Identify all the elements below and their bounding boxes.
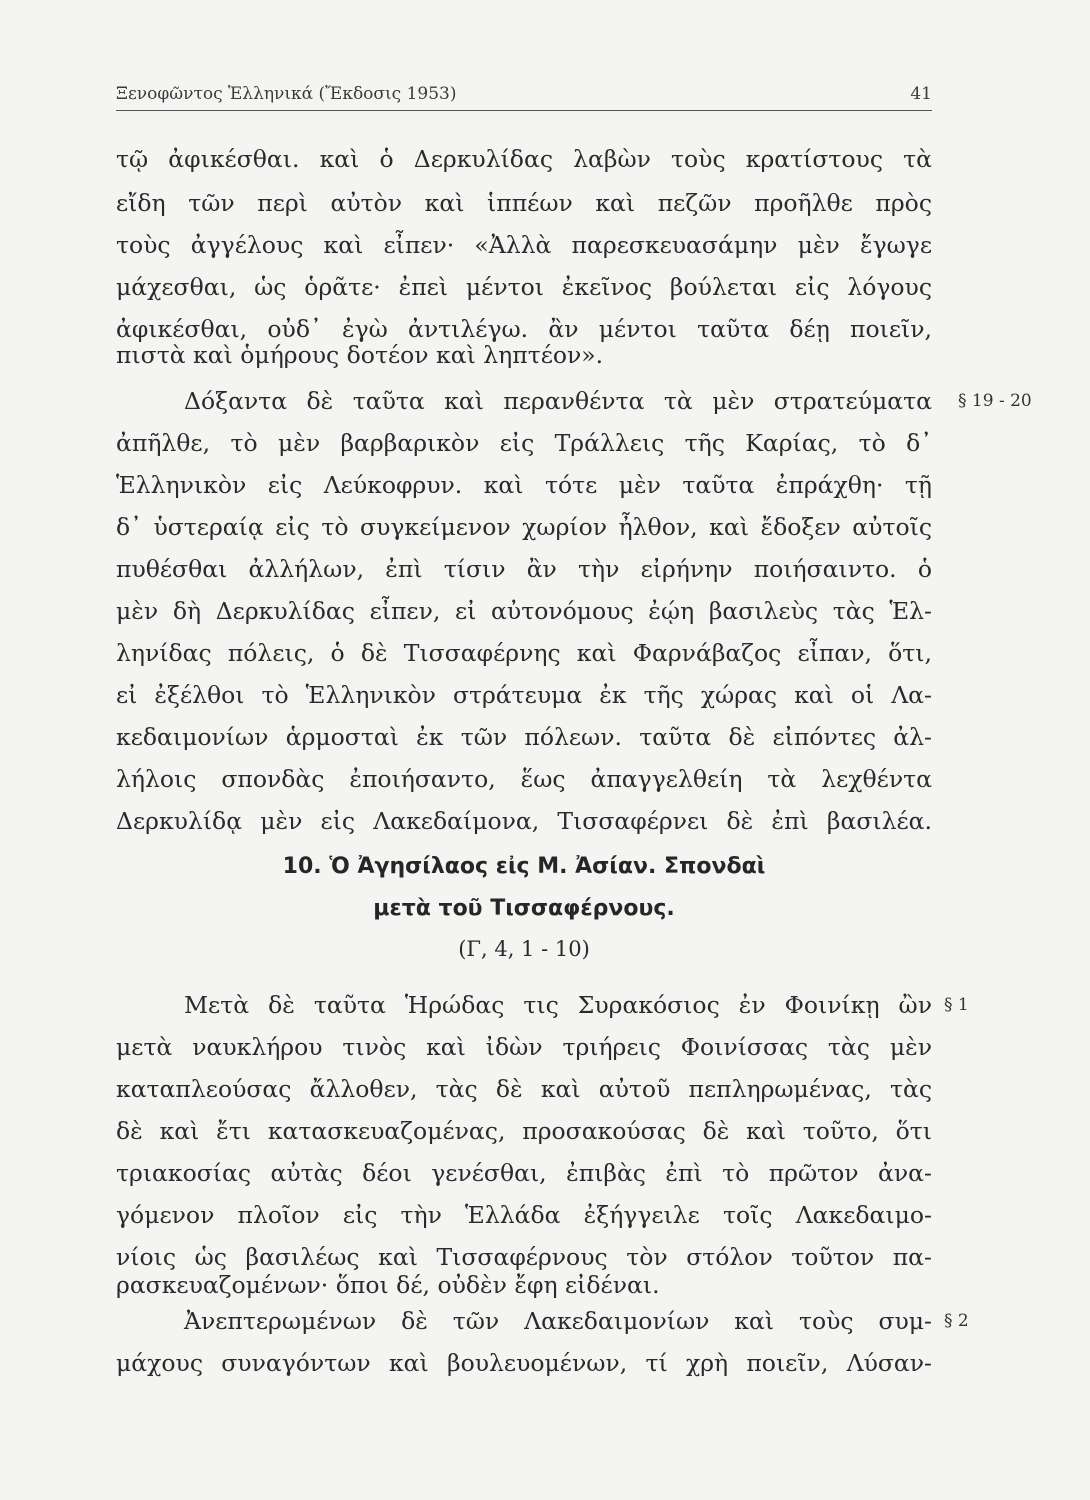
section-marker: § 1 <box>944 995 969 1015</box>
text-line: Δερκυλίδᾳ μὲν εἰς Λακεδαίμονα, Τισσαφέρνει δὲ ἐπὶ βασιλέα. <box>116 807 932 835</box>
section-marker: § 19 - 20 <box>958 391 1032 411</box>
text-line: τοὺς ἀγγέλους καὶ εἶπεν· «Ἀλλὰ παρεσκευασάμην μὲν ἔγωγε <box>116 231 932 259</box>
section-title: 10. Ὁ Ἀγησίλαος εἰς Μ. Ἀσίαν. Σπονδαὶ <box>282 854 766 879</box>
text-line: λήλοις σπονδὰς ἐποιήσαντο, ἕως ἀπαγγελθείη τὰ λεχθέντα <box>116 765 932 793</box>
text-line: τῷ ἀφικέσθαι. καὶ ὁ Δερκυλίδας λαβὼν τοὺς κρατίστους τὰ <box>116 145 932 173</box>
text-line: Ἀνεπτερωμένων δὲ τῶν Λακεδαιμονίων καὶ τοὺς συμ- <box>184 1307 932 1335</box>
text-line: δ᾽ ὑστεραίᾳ εἰς τὸ συγκείμενον χωρίον ἦλθον, καὶ ἔδοξεν αὐτοῖς <box>116 513 932 541</box>
text-line: ἀφικέσθαι, οὐδ᾽ ἐγὼ ἀντιλέγω. ἂν μέντοι ταῦτα δέῃ ποιεῖν, <box>116 315 932 343</box>
text-line: ἀπῆλθε, τὸ μὲν βαρβαρικὸν εἰς Τράλλεις τῆς Καρίας, τὸ δ᾽ <box>116 429 932 457</box>
text-line: μετὰ ναυκλήρου τινὸς καὶ ἰδὼν τριήρεις Φοινίσσας τὰς μὲν <box>116 1033 932 1061</box>
text-line: Δόξαντα δὲ ταῦτα καὶ περανθέντα τὰ μὲν στρατεύματα <box>184 387 932 415</box>
text-line: εἰ ἐξέλθοι τὸ Ἑλληνικὸν στράτευμα ἐκ τῆς χώρας καὶ οἱ Λα- <box>116 681 932 709</box>
text-line: μάχους συναγόντων καὶ βουλευομένων, τί χρὴ ποιεῖν, Λύσαν- <box>116 1349 932 1377</box>
page-number: 41 <box>910 84 932 104</box>
text-line: γόμενον πλοῖον εἰς τὴν Ἑλλάδα ἐξήγγειλε τοῖς Λακεδαιμο- <box>116 1201 932 1229</box>
text-line: Μετὰ δὲ ταῦτα Ἡρώδας τις Συρακόσιος ἐν Φοινίκῃ ὢν <box>184 991 932 1019</box>
text-line: ρασκευαζομένων· ὅποι δέ, οὐδὲν ἔφη εἰδέναι. <box>116 1271 660 1299</box>
section-reference: (Γ, 4, 1 - 10) <box>458 937 590 961</box>
text-line: τριακοσίας αὐτὰς δέοι γενέσθαι, ἐπιβὰς ἐπὶ τὸ πρῶτον ἀνα- <box>116 1159 932 1187</box>
running-title: Ξενοφῶντος Ἑλληνικά (Ἔκδοσις 1953) <box>116 84 457 104</box>
text-line: μὲν δὴ Δερκυλίδας εἶπεν, εἰ αὐτονόμους ἐῴη βασιλεὺς τὰς Ἑλ- <box>116 597 932 625</box>
text-line: Ἑλληνικὸν εἰς Λεύκοφρυν. καὶ τότε μὲν ταῦτα ἐπράχθη· τῇ <box>116 471 932 499</box>
text-line: εἴδη τῶν περὶ αὐτὸν καὶ ἱππέων καὶ πεζῶν προῆλθε πρὸς <box>116 189 932 217</box>
running-header <box>116 80 932 111</box>
text-line: νίοις ὡς βασιλέως καὶ Τισσαφέρνους τὸν στόλον τοῦτον πα- <box>116 1243 932 1271</box>
section-marker: § 2 <box>944 1311 969 1331</box>
text-line: καταπλεούσας ἄλλοθεν, τὰς δὲ καὶ αὐτοῦ πεπληρωμένας, τὰς <box>116 1075 932 1103</box>
text-line: κεδαιμονίων ἁρμοσταὶ ἐκ τῶν πόλεων. ταῦτα δὲ εἰπόντες ἀλ- <box>116 723 932 751</box>
text-line: δὲ καὶ ἔτι κατασκευαζομένας, προσακούσας δὲ καὶ τοῦτο, ὅτι <box>116 1117 932 1145</box>
text-line: μάχεσθαι, ὡς ὁρᾶτε· ἐπεὶ μέντοι ἐκεῖνος βούλεται εἰς λόγους <box>116 273 932 301</box>
section-subtitle: μετὰ τοῦ Τισσαφέρνους. <box>373 896 675 921</box>
text-line: ληνίδας πόλεις, ὁ δὲ Τισσαφέρνης καὶ Φαρνάβαζος εἶπαν, ὅτι, <box>116 639 932 667</box>
text-line: πιστὰ καὶ ὁμήρους δοτέον καὶ ληπτέον». <box>116 341 604 369</box>
text-line: πυθέσθαι ἀλλήλων, ἐπὶ τίσιν ἂν τὴν εἰρήνην ποιήσαιντο. ὁ <box>116 555 932 583</box>
